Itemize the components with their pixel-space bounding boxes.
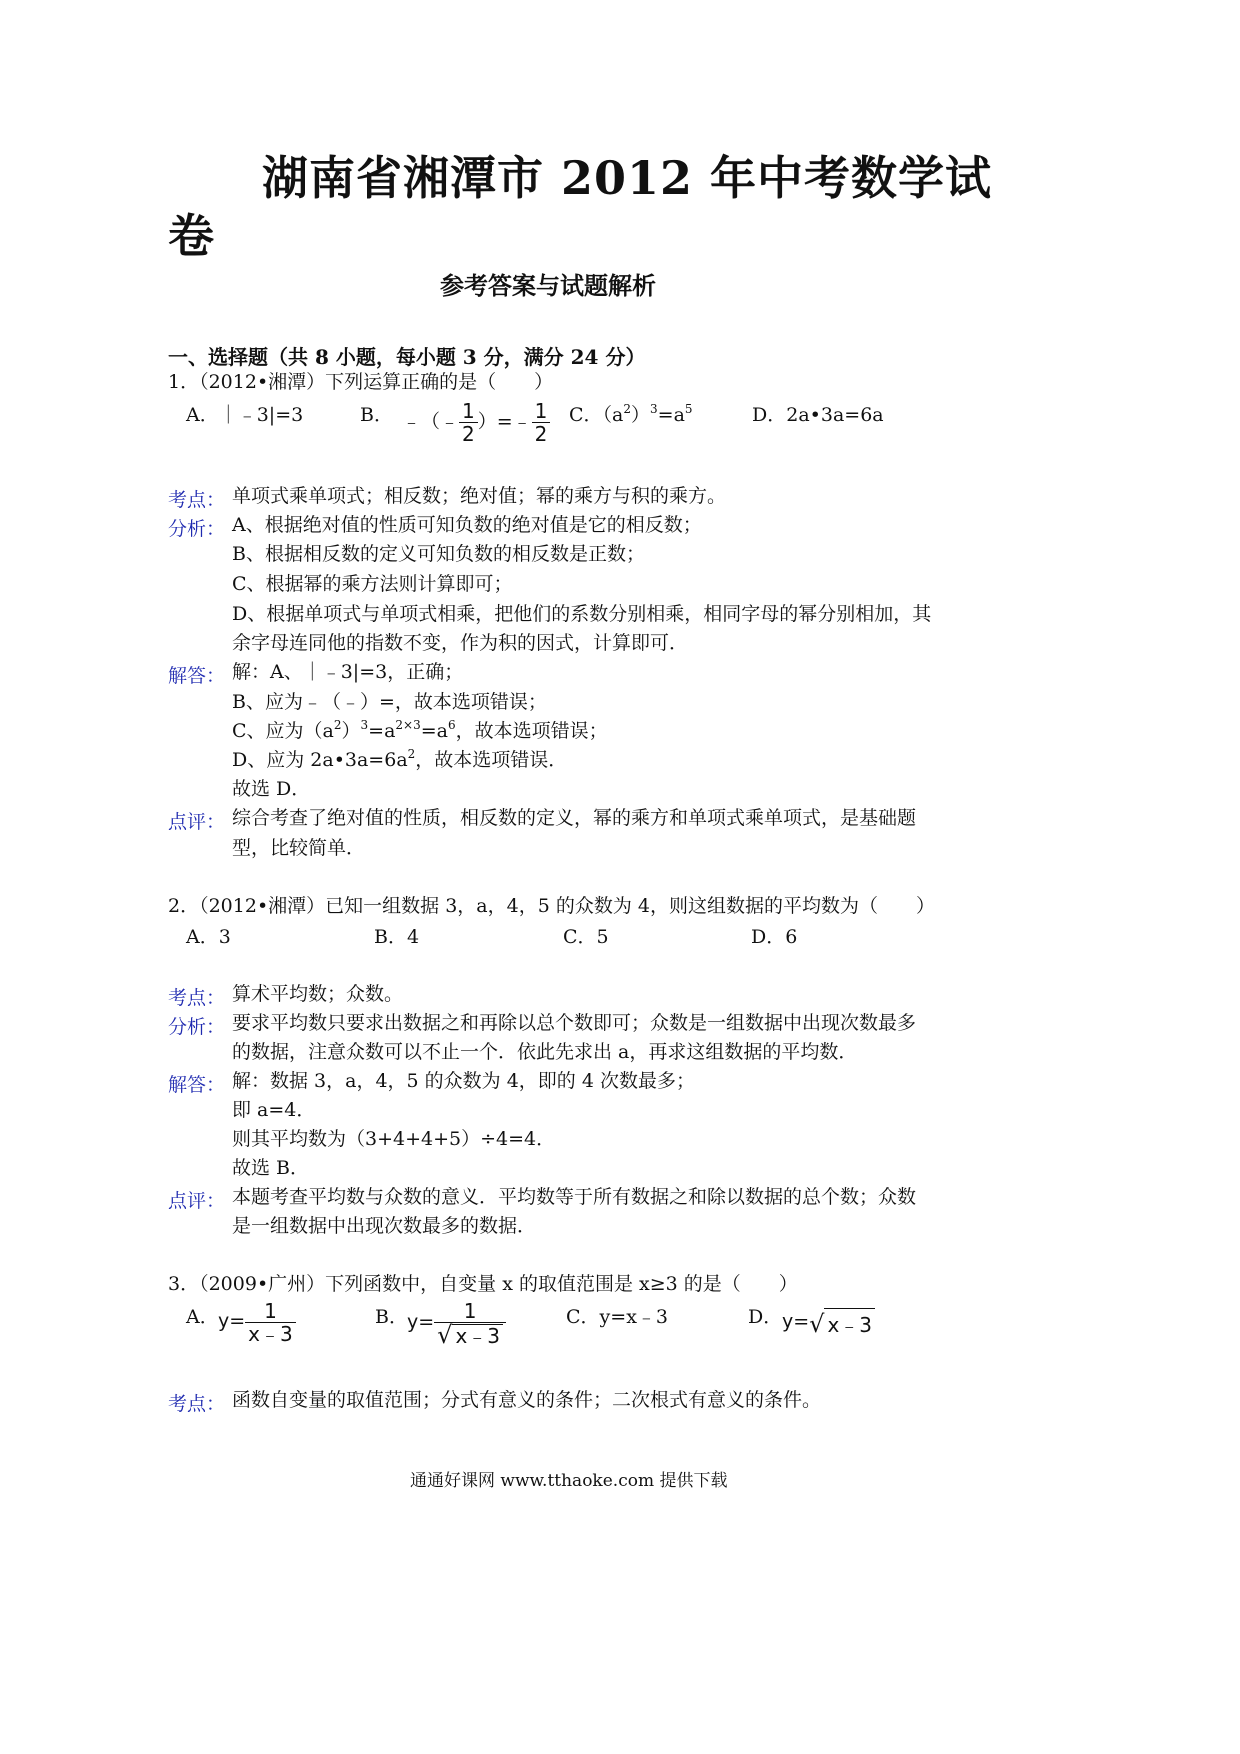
- q2-jieda-line: 即 a=4．: [232, 1099, 316, 1121]
- q2-jieda-line: 则其平均数为（3+4+4+5）÷4=4．: [232, 1128, 556, 1150]
- q3-option-b-expr: [407, 1300, 506, 1347]
- q1-dianping-label: 点评：: [168, 811, 226, 833]
- frac-denominator: 2: [532, 422, 551, 445]
- exponent: 3: [650, 402, 658, 416]
- text: =a: [420, 720, 448, 742]
- q2-kaodian-label: 考点：: [168, 987, 226, 1009]
- q3-option-d-expr: [782, 1308, 875, 1338]
- q3-option-c: C．y=x﹣3: [566, 1306, 668, 1328]
- radicand: x﹣3: [452, 1324, 503, 1347]
- q3-kaodian-label: 考点：: [168, 1393, 226, 1415]
- q1-jieda-line: [232, 717, 608, 745]
- q1-fenxi-line: A、根据绝对值的性质可知负数的绝对值是它的相反数；: [232, 514, 702, 536]
- text: y=: [218, 1310, 246, 1332]
- text: y=: [407, 1311, 435, 1333]
- q2-dianping-line: 本题考查平均数与众数的意义．平均数等于所有数据之和除以数据的总个数；众数: [232, 1186, 917, 1208]
- frac-numerator: 1: [264, 1299, 277, 1323]
- exponent: 2: [333, 718, 342, 732]
- q1-kaodian-label: 考点：: [168, 489, 226, 511]
- sqrt-expression: [437, 1321, 503, 1349]
- frac-numerator: 1: [462, 399, 475, 423]
- section-heading: 一、选择题（共 8 小题，每小题 3 分，满分 24 分）: [168, 345, 646, 369]
- text: （a: [602, 404, 624, 426]
- q3-option-a-expr: [218, 1300, 296, 1345]
- q1-fenxi-line: 余字母连同他的指数不变，作为积的因式，计算即可．: [232, 632, 689, 654]
- exponent: 2: [407, 747, 416, 761]
- q1-option-b: [360, 400, 393, 427]
- q3-option-d-label: D．: [748, 1306, 783, 1328]
- text: ）: [631, 404, 651, 426]
- sqrt-icon: √: [809, 1310, 825, 1338]
- q2-stem: 2．（2012•湘潭）已知一组数据 3，a，4，5 的众数为 4，则这组数据的平均数为（ ）: [168, 895, 935, 917]
- q2-dianping-label: 点评：: [168, 1190, 226, 1212]
- page-footer: 通通好课网 www.tthaoke.com 提供下载: [410, 1471, 728, 1491]
- q2-dianping-line: 是一组数据中出现次数最多的数据．: [232, 1215, 537, 1237]
- q2-option-c: C．5: [563, 926, 609, 948]
- q1-jieda-label: 解答：: [168, 665, 226, 687]
- q3-option-a-label: A．: [186, 1306, 219, 1328]
- q1-option-b-frac1: [459, 400, 478, 445]
- text: y=: [782, 1310, 810, 1333]
- page-subtitle: 参考答案与试题解析: [440, 271, 656, 300]
- q1-option-d: D．2a•3a=6a: [752, 404, 884, 426]
- q2-option-d: D．6: [751, 926, 798, 948]
- q1-dianping-line: 型，比较简单．: [232, 837, 366, 859]
- q2-option-a: A．3: [186, 926, 231, 948]
- q1-kaodian: 单项式乘单项式；相反数；绝对值；幂的乘方与积的乘方。: [232, 485, 727, 507]
- q2-jieda-label: 解答：: [168, 1074, 226, 1096]
- q2-jieda-line: 解：数据 3，a，4，5 的众数为 4，即的 4 次数最多；: [232, 1070, 695, 1092]
- text: =a: [657, 404, 685, 426]
- q1-fenxi-line: C、根据幂的乘方法则计算即可；: [232, 573, 513, 595]
- text: ）: [341, 720, 361, 742]
- q2-fenxi-label: 分析：: [168, 1016, 226, 1038]
- text: D、应为 2a•3a=6a: [232, 749, 408, 771]
- q1-option-b-mid: ）=﹣: [477, 410, 532, 433]
- sqrt-expression: [809, 1308, 875, 1338]
- frac-denominator: x﹣3: [245, 1322, 296, 1345]
- exponent: 3: [360, 718, 369, 732]
- exponent: 6: [448, 718, 456, 732]
- q3-option-a-frac: [245, 1300, 296, 1345]
- frac-denominator: 2: [459, 422, 478, 445]
- frac-denominator: [434, 1322, 506, 1347]
- q1-option-b-frac2: [532, 400, 551, 445]
- q1-option-a: A．｜﹣3|=3: [186, 404, 304, 426]
- q1-fenxi-line: B、根据相反数的定义可知负数的相反数是正数；: [232, 543, 645, 565]
- text: ，故本选项错误．: [415, 749, 568, 771]
- q3-kaodian: 函数自变量的取值范围；分式有意义的条件；二次根式有意义的条件。: [232, 1389, 822, 1411]
- q1-fenxi-label: 分析：: [168, 518, 226, 540]
- text: C、应为（a: [232, 720, 334, 742]
- text: =a: [368, 720, 396, 742]
- q2-jieda-line: 故选 B．: [232, 1157, 310, 1179]
- q3-option-b-label: B．: [375, 1306, 408, 1328]
- sqrt-icon: √: [437, 1321, 453, 1349]
- q1-jieda-line: 故选 D．: [232, 778, 311, 800]
- q1-dianping-line: 综合考查了绝对值的性质，相反数的定义，幂的乘方和单项式乘单项式，是基础题: [232, 807, 917, 829]
- q3-option-b-frac: [434, 1300, 506, 1347]
- exponent: 5: [684, 402, 693, 416]
- frac-numerator: 1: [463, 1299, 477, 1323]
- q1-option-b-label: B．: [360, 404, 393, 426]
- q1-jieda-line: B、应为﹣（﹣）=，故本选项错误；: [232, 691, 547, 713]
- q1-option-c-label: C．: [569, 404, 603, 426]
- q1-jieda-line: 解：A、｜﹣3|=3，正确；: [232, 661, 464, 683]
- q1-option-b-expr: [402, 400, 550, 445]
- q2-option-b: B．4: [374, 926, 420, 948]
- q2-fenxi-line: 的数据，注意众数可以不止一个．依此先求出 a，再求这组数据的平均数．: [232, 1041, 858, 1063]
- text: ，故本选项错误；: [455, 720, 608, 742]
- q3-stem: 3．（2009•广州）下列函数中，自变量 x 的取值范围是 x≥3 的是（ ）: [168, 1273, 798, 1295]
- page-title-line1: 湖南省湘潭市 2012 年中考数学试: [262, 151, 993, 205]
- exponent: 2: [623, 402, 632, 416]
- q1-jieda-line: [232, 746, 567, 774]
- page-title-line2: 卷: [168, 209, 215, 263]
- q1-option-b-pre: ﹣（﹣: [402, 410, 460, 433]
- q2-fenxi-line: 要求平均数只要求出数据之和再除以总个数即可；众数是一组数据中出现次数最多: [232, 1012, 917, 1034]
- radicand: x﹣3: [824, 1308, 875, 1338]
- q1-option-c: [569, 400, 693, 427]
- q1-fenxi-line: D、根据单项式与单项式相乘，把他们的系数分别相乘，相同字母的幂分别相加，其: [232, 603, 932, 625]
- exponent: 2×3: [395, 718, 421, 732]
- frac-numerator: 1: [534, 399, 548, 423]
- q1-stem: 1．（2012•湘潭）下列运算正确的是（ ）: [168, 371, 554, 393]
- q2-kaodian: 算术平均数；众数。: [232, 983, 404, 1005]
